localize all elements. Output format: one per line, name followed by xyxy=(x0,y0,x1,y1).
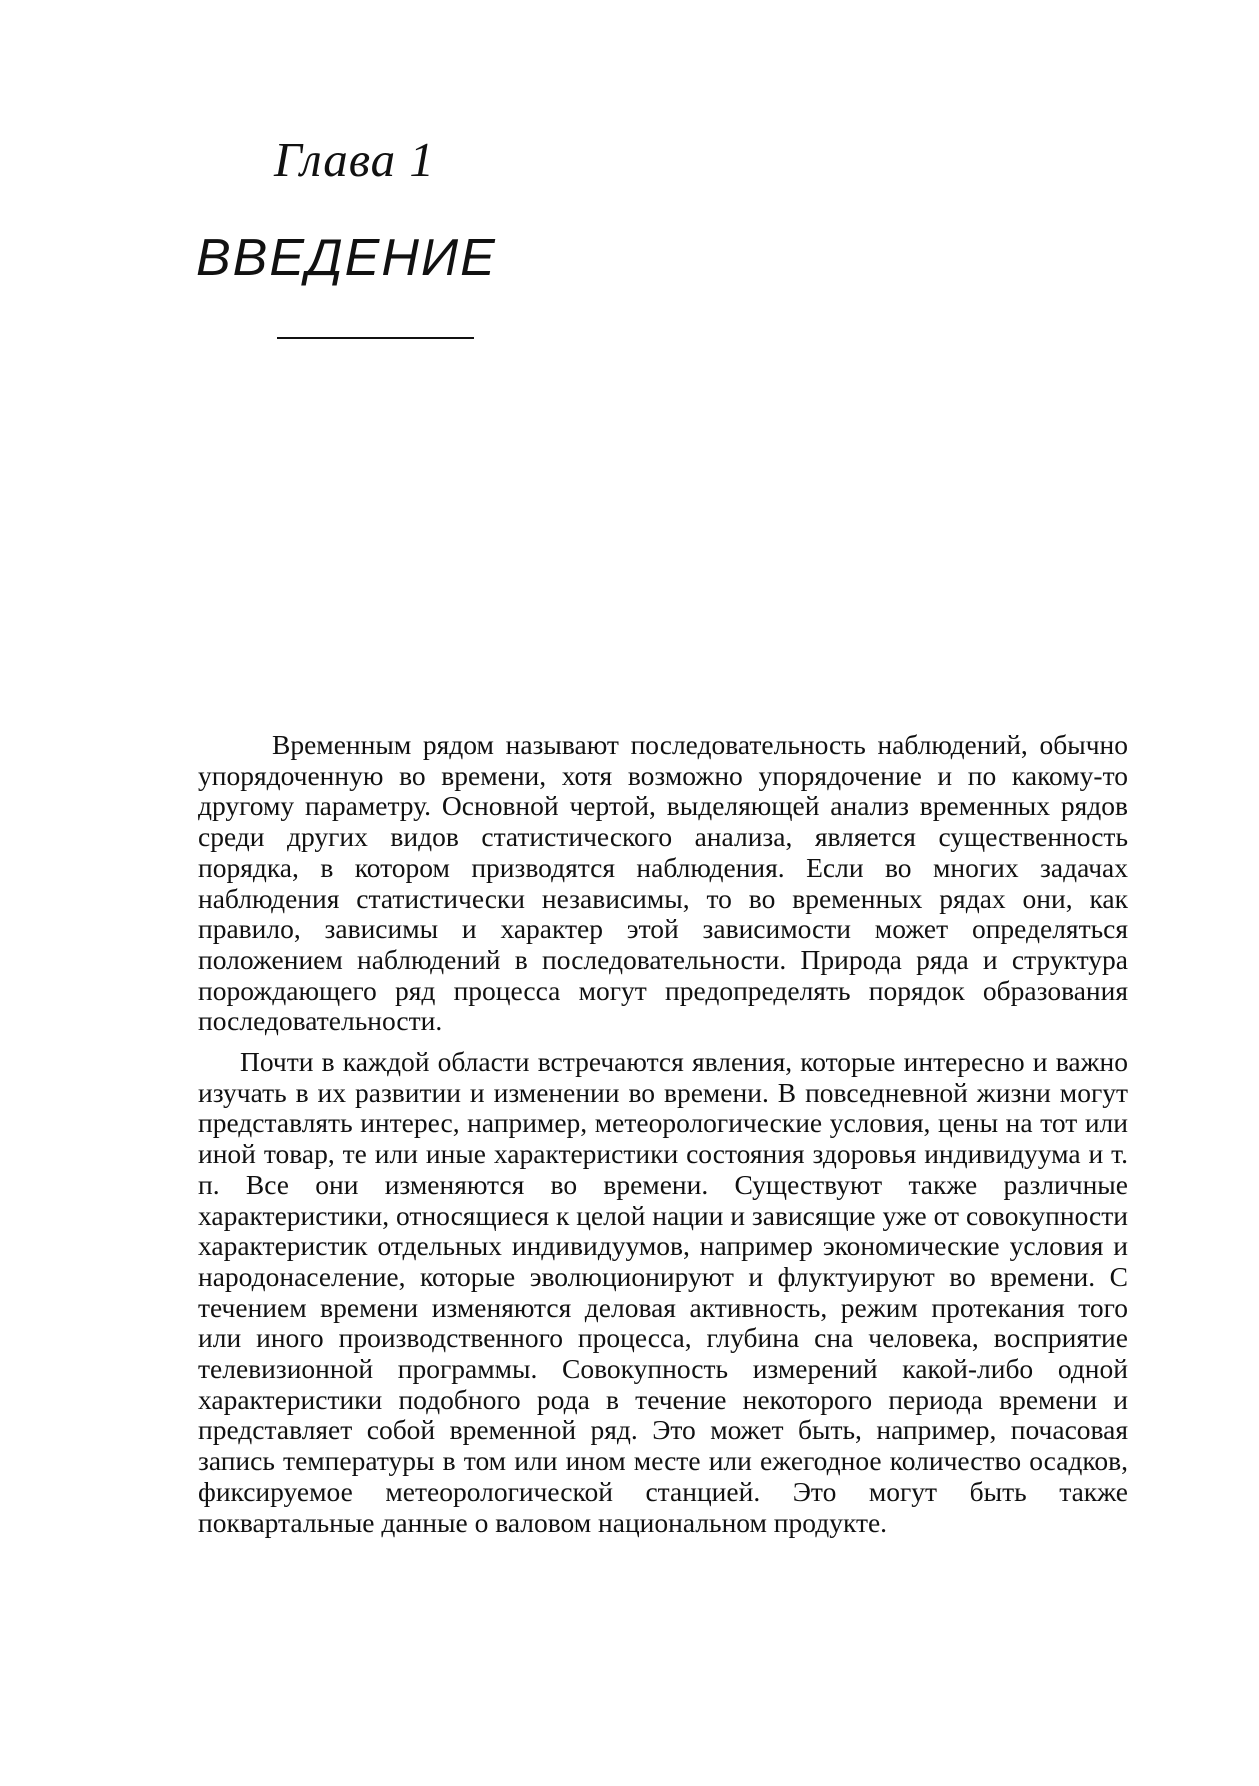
paragraph-2: Почти в каждой области встречаются явления, которые интересно и важно изучать в их развитии и изменении во времени. В повседневной жизни могут представлять интерес, например, метеорологические условия, цены на тот или иной товар, те или иные характеристики состояния здоровья индивидуума и т. п. Все они изменяются во времени. Существуют также различные характеристики, относящиеся к целой нации и зависящие уже от совокупности характеристик отдельных индивидуумов, например экономические условия и народонаселение, которые эволюционируют и флуктуируют во времени. С течением времени изменяются деловая активность, режим протекания того или иного производственного процесса, глубина сна человека, восприятие телевизионной программы. Совокупность измерений какой-либо одной характеристики подобного рода в течение некоторого периода времени и представляет собой временной ряд. Это может быть, например, почасовая запись температуры в том или ином месте или ежегодное количество осадков, фиксируемое метеорологической станцией. Это могут быть также поквартальные данные о валовом национальном продукте. xyxy=(198,1046,1128,1538)
paragraph-1: Временным рядом называют последовательность наблюдений, обычно упорядоченную во времени, хотя возможно упорядочение и по какому-то другому параметру. Основной чертой, выделяющей анализ временных рядов среди других видов статистического анализа, является существенность порядка, в котором призводятся наблюдения. Если во многих задачах наблюдения статистически независимы, то во временных рядах они, как правило, зависимы и характер этой зависимости может определяться положением наблюдений в последовательности. Природа ряда и структура порождающего ряд процесса могут предопределять порядок образования последовательности. xyxy=(198,729,1128,1037)
chapter-title: ВВЕДЕНИЕ xyxy=(196,229,497,287)
title-divider xyxy=(277,337,474,339)
body-text xyxy=(198,730,1128,1538)
chapter-number: Глава 1 xyxy=(274,132,435,187)
